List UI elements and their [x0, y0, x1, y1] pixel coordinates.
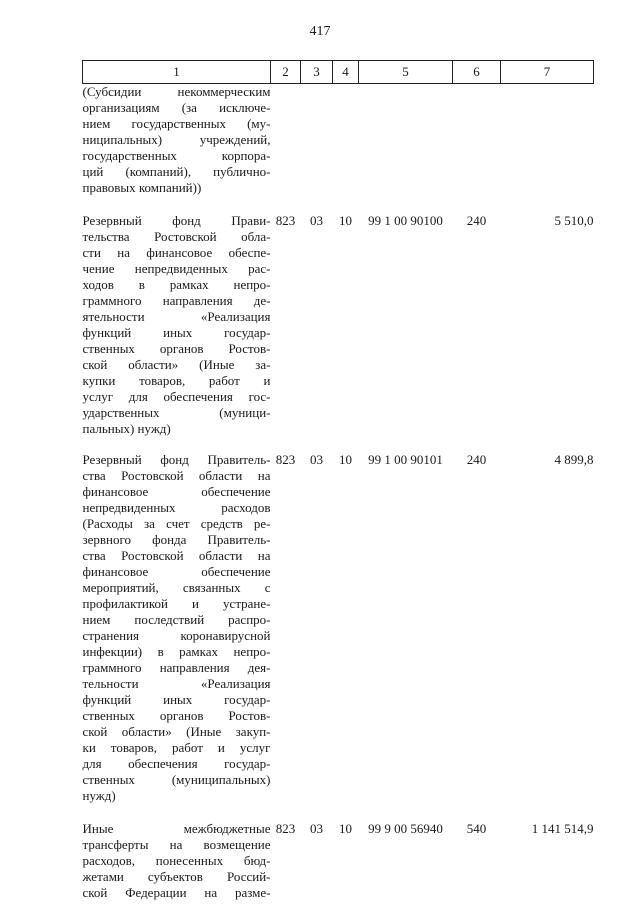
description-line: профилактикой и устране- [82, 596, 271, 611]
subsection-code: 10 [339, 821, 352, 836]
description-line: Иные межбюджетные [82, 821, 271, 836]
description-line: сти на финансовое обеспе- [82, 245, 271, 260]
expense-type-code: 540 [466, 821, 487, 836]
description-line: организациям (за исключе- [82, 100, 271, 115]
description-line: нием последствий распро- [82, 612, 271, 627]
amount: 5 510,0 [554, 213, 594, 228]
amount: 1 141 514,9 [531, 821, 594, 836]
column-header: 6 [453, 61, 501, 84]
description-line: нием государственных (му- [82, 116, 271, 131]
description-line: функций иных государ- [82, 325, 271, 340]
description-line: государственных корпора- [82, 148, 271, 163]
table-row [83, 452, 594, 821]
description-line: ской области» (Иные за- [82, 357, 271, 372]
description-line: инфекции) в рамках непро- [82, 644, 271, 659]
description-line: ций (компаний), публично- [82, 164, 271, 179]
description-line: тельства Ростовской обла- [82, 229, 271, 244]
description-line: странения коронавирусной [82, 628, 271, 643]
description-line: трансферты на возмещение [82, 837, 271, 852]
section-code: 03 [310, 452, 323, 467]
description-line: граммного направления де- [82, 293, 271, 308]
description-line: тельности «Реализация [82, 676, 271, 691]
description-line: финансовое обеспечение [82, 564, 271, 579]
target-article-code: 99 1 00 90100 [368, 213, 443, 228]
description-line: нужд) [82, 788, 116, 803]
amount [501, 84, 594, 214]
column-number-row [83, 61, 594, 84]
description-line: ственных органов Ростов- [82, 708, 271, 723]
column-header: 7 [501, 61, 594, 84]
subsection-code: 10 [339, 452, 352, 467]
description-line: ственных органов Ростов- [82, 341, 271, 356]
row-description [83, 84, 271, 214]
row-description [83, 452, 271, 821]
description-line: Резервный фонд Прави- [82, 213, 271, 228]
description-line: услуг для обеспечения гос- [82, 389, 271, 404]
column-header: 3 [301, 61, 333, 84]
description-line: пальных) нужд) [82, 421, 171, 436]
description-line: ской области» (Иные закуп- [82, 724, 271, 739]
description-line: зервного фонда Правитель- [82, 532, 271, 547]
description-line: ниципальных) учреждений, [82, 132, 271, 147]
expense-type-code [453, 84, 501, 214]
table-row [83, 821, 594, 901]
description-line: правовых компаний)) [82, 180, 202, 195]
ministry-code: 823 [275, 452, 296, 467]
row-description [83, 213, 271, 452]
amount: 4 899,8 [554, 452, 594, 467]
target-article-code: 99 1 00 90101 [368, 452, 443, 467]
column-header: 1 [83, 61, 271, 84]
description-line: чение непредвиденных рас- [82, 261, 271, 276]
table-row [83, 213, 594, 452]
description-line: ходов в рамках непро- [82, 277, 271, 292]
ministry-code: 823 [275, 821, 296, 836]
description-line: мероприятий, связанных с [82, 580, 271, 595]
expense-type-code: 240 [466, 213, 487, 228]
description-line: купки товаров, работ и [82, 373, 271, 388]
section-code [301, 84, 333, 214]
description-line: (Расходы за счет средств ре- [82, 516, 271, 531]
column-header: 5 [359, 61, 453, 84]
target-article-code: 99 9 00 56940 [368, 821, 443, 836]
description-line: функций иных государ- [82, 692, 271, 707]
description-line: ской Федерации на разме- [82, 885, 271, 900]
ministry-code [271, 84, 301, 214]
section-code: 03 [310, 213, 323, 228]
subsection-code [333, 84, 359, 214]
description-line: ства Ростовской области на [82, 468, 271, 483]
subsection-code: 10 [339, 213, 352, 228]
description-line: ства Ростовской области на [82, 548, 271, 563]
ministry-code: 823 [275, 213, 296, 228]
description-line: (Субсидии некоммерческим [82, 84, 271, 99]
target-article-code [359, 84, 453, 214]
description-line: ственных (муниципальных) [82, 772, 271, 787]
expense-type-code: 240 [466, 452, 487, 467]
column-header: 4 [333, 61, 359, 84]
page-number: 417 [309, 24, 331, 39]
column-header: 2 [271, 61, 301, 84]
row-description [83, 821, 271, 901]
description-line: ки товаров, работ и услуг [82, 740, 271, 755]
description-line: Резервный фонд Правитель- [82, 452, 271, 467]
description-line: граммного направления дея- [82, 660, 271, 675]
section-code: 03 [310, 821, 323, 836]
description-line: жетами субъектов Россий- [82, 869, 271, 884]
description-line: ятельности «Реализация [82, 309, 271, 324]
description-line: финансовое обеспечение [82, 484, 271, 499]
description-line: непредвиденных расходов [82, 500, 271, 515]
description-line: расходов, понесенных бюд- [82, 853, 271, 868]
table-row [83, 84, 594, 214]
description-line: ударственных (муници- [82, 405, 271, 420]
description-line: для обеспечения государ- [82, 756, 271, 771]
budget-table [82, 60, 594, 901]
